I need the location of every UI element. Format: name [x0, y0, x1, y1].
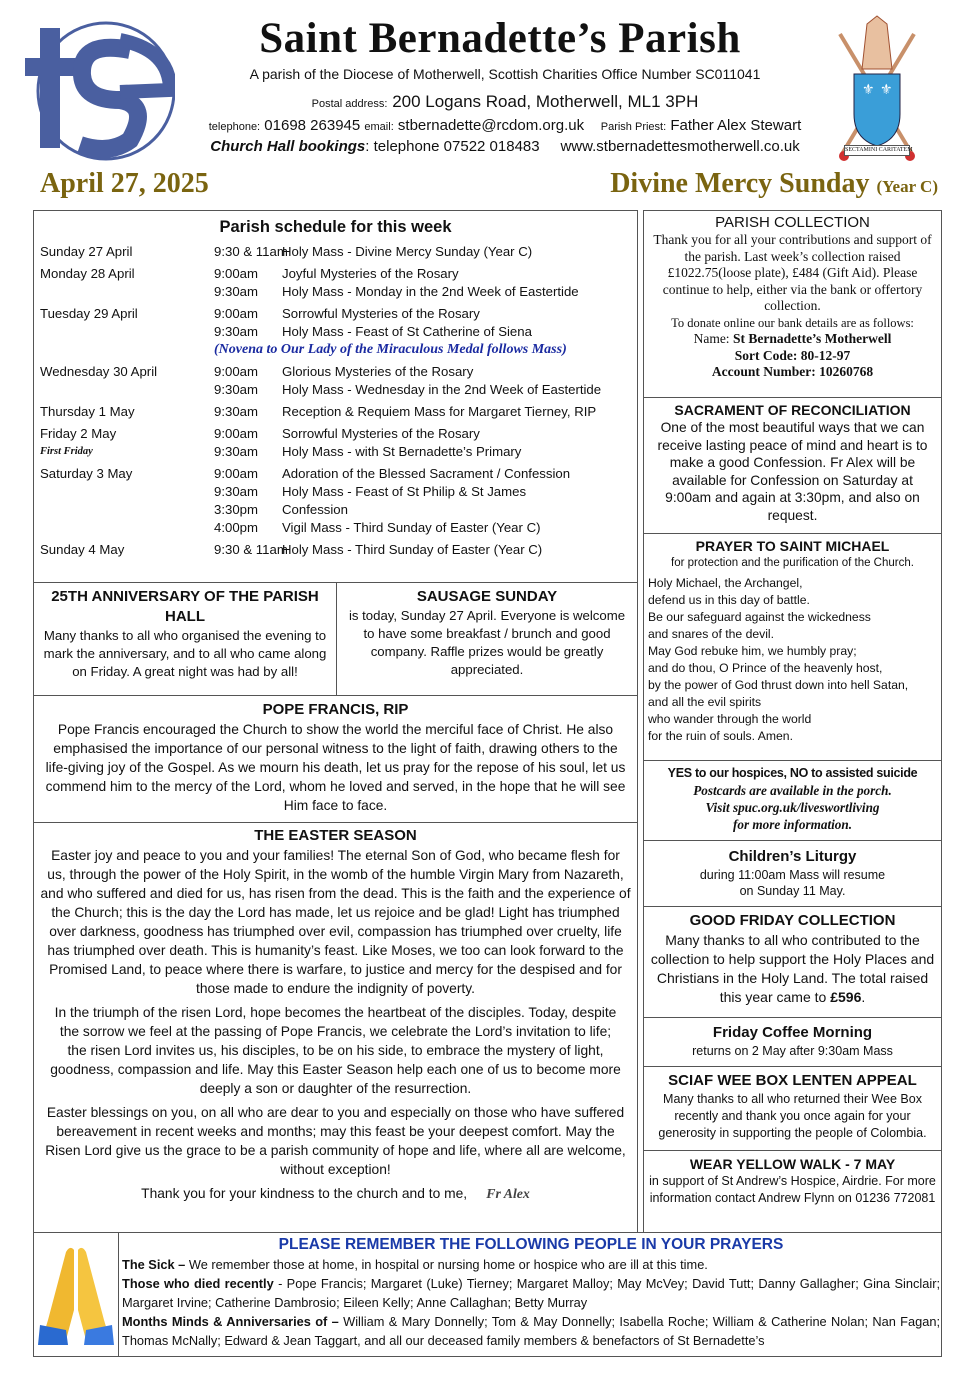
goodfriday-end: .	[861, 989, 866, 1005]
day-label: Sunday 27 April	[40, 244, 133, 259]
entry-time: 3:30pm	[214, 502, 258, 517]
anniversary-box	[33, 582, 337, 696]
entry-text: Holy Mass - Wednesday in the 2nd Week of Eastertide	[282, 382, 602, 397]
sort-code: Sort Code: 80-12-97	[734, 347, 851, 363]
sausage-title: SAUSAGE SUNDAY	[416, 588, 558, 605]
reconciliation-box	[643, 397, 942, 534]
day-name	[40, 265, 214, 301]
goodfriday-body	[648, 931, 937, 1007]
anniversary-title: 25TH ANNIVERSARY OF THE PARISH HALL	[51, 588, 319, 625]
svg-text:⚜: ⚜	[862, 81, 875, 97]
parish-schedule	[33, 210, 638, 583]
entry-text: Holy Mass - Divine Mercy Sunday (Year C)	[282, 244, 533, 259]
day-label: Sunday 4 May	[40, 542, 125, 557]
website-link[interactable]: www.stbernadettesmotherwell.co.uk	[560, 138, 800, 155]
months-label: Months Minds & Anniversaries of –	[122, 1314, 339, 1329]
easter-title: THE EASTER SEASON	[254, 827, 417, 844]
easter-thanks	[40, 1184, 631, 1203]
sick-label: The Sick –	[122, 1257, 186, 1272]
childrens-liturgy-box	[643, 840, 942, 907]
schedule-entry	[214, 443, 521, 461]
entry-text: Reception & Requiem Mass for Margaret Tierney, RIP	[282, 404, 597, 419]
entry-time: 9:30 & 11am	[214, 542, 288, 557]
entry-time: 9:00am	[214, 426, 258, 441]
day-entries	[214, 305, 567, 359]
entry-time: 9:00am	[214, 266, 258, 281]
page-title: Saint Bernadette’s Parish	[259, 15, 741, 62]
entry-time: 9:30am	[214, 484, 258, 499]
bank-name-value: St Bernadette’s Motherwell	[732, 331, 892, 346]
parish-collection-box	[643, 210, 942, 398]
entry-text: Vigil Mass - Third Sunday of Easter (Year C)	[282, 520, 541, 535]
priest-name: Father Alex Stewart	[670, 117, 802, 134]
schedule-entry	[214, 283, 579, 301]
months-text: William & Mary Donnelly; Tom & May Donnelly; Isabella Roche; William & Catherine Nolan; Nan Fagan; Thomas McNally; Edward & Jean Taggart, and all our deceased family members & benefactors of St Bernadette’s	[122, 1314, 941, 1348]
prayer-line: by the power of God thrust down into hell Satan,	[648, 678, 909, 692]
entry-time: 9:30 & 11am	[214, 244, 288, 259]
children-title: Children’s Liturgy	[728, 848, 857, 865]
prayer-line: Be our safeguard against the wickedness	[648, 610, 871, 624]
entry-text: Adoration of the Blessed Sacrament / Confession	[282, 466, 571, 481]
goodfriday-amount: £596	[830, 989, 862, 1005]
schedule-note: (Novena to Our Lady of the Miraculous Medal follows Mass)	[214, 342, 567, 357]
died-label: Those who died recently	[122, 1276, 274, 1291]
day-label: Tuesday 29 April	[40, 306, 138, 321]
hall-line	[170, 137, 840, 156]
entry-time: 9:30am	[214, 382, 258, 397]
email-link[interactable]: stbernadette@rcdom.org.uk	[397, 117, 585, 134]
prayers-box	[33, 1232, 942, 1357]
day-subtitle: First Friday	[40, 446, 93, 457]
entry-text: Holy Mass - Third Sunday of Easter (Year C)	[282, 542, 543, 557]
prayers-title: PLEASE REMEMBER THE FOLLOWING PEOPLE IN YOUR PRAYERS	[278, 1236, 784, 1253]
day-entries	[214, 465, 570, 537]
prayer-line: and all the evil spirits	[648, 695, 762, 709]
schedule-day	[40, 243, 631, 261]
sciaf-box	[643, 1066, 942, 1151]
schedule-entry	[214, 403, 596, 421]
tel-label: telephone:	[208, 121, 261, 133]
sick-text: We remember those at home, in hospital or nursing home or hospice who are ill at this time.	[185, 1257, 708, 1272]
prayers-died	[122, 1274, 940, 1312]
day-label: Wednesday 30 April	[40, 364, 158, 379]
day-name	[40, 425, 214, 461]
entry-time: 9:30am	[214, 404, 258, 419]
goodfriday-text: Many thanks to all who contributed to the collection to help support the Holy Places and Christians in the Holy Land. The total raised this year came to	[650, 932, 935, 1005]
easter-paragraph: Easter joy and peace to you and your families! The eternal Son of God, who became flesh for us, through the power of the Holy Spirit, in the womb of the humble Virgin Mary from Nazareth, and who suffered and died for us, has risen from the dead. This is the faith and the experience of the Church; this is the day the Lord has made, let us rejoice and be glad! Light has triumphed over darkness, goodness has triumphed over evil, compassion has triumphed over cruelty, life has triumphed over death. This is humanity’s feast. Like Moses, we too can look forward to the Promised Land, to peace where there is warfare, to justice and mercy for the despised and for those made to endure the indignity of poverty.	[40, 848, 631, 996]
entry-text: Joyful Mysteries of the Rosary	[282, 266, 459, 281]
sausage-body: is today, Sunday 27 April. Everyone is welcome to have some breakfast / brunch and good company. Raffle prizes would be greatly appreciated.	[348, 608, 626, 677]
schedule-entry	[214, 265, 579, 283]
coffee-morning-box	[643, 1017, 942, 1067]
coffee-title: Friday Coffee Morning	[712, 1024, 873, 1041]
day-label: Monday 28 April	[40, 266, 135, 281]
collection-title: PARISH COLLECTION	[715, 214, 870, 231]
entry-time: 4:00pm	[214, 520, 258, 535]
day-name	[40, 243, 214, 261]
died-text: - Pope Francis; Margaret (Luke) Tierney; Margaret Malloy; May McVey; David Tutt; Danny Gallagher; Gina Sinclair; Margaret Irvine; Catherine Dambrosio; Eileen Kelly; Anne Callaghan; Betty Murray	[122, 1276, 941, 1310]
day-name	[40, 541, 214, 559]
hospices-line: Postcards are available in the porch.	[693, 783, 892, 798]
walk-body: in support of St Andrew’s Hospice, Airdrie. For more information contact Andrew Flynn on 01236 772081	[649, 1174, 936, 1205]
prayer-line: and snares of the devil.	[648, 627, 775, 641]
entry-text: Confession	[282, 502, 348, 517]
schedule-entry	[214, 501, 570, 519]
hospices-line: for more information.	[732, 817, 853, 832]
reconciliation-title: SACRAMENT OF RECONCILIATION	[674, 402, 911, 418]
schedule-day	[40, 425, 631, 461]
easter-paragraph: In the triumph of the risen Lord, hope becomes the heartbeat of the disciples. Today, despite the sorrow we feel at the passing of Pope Francis, we celebrate the Lord’s invitation to life; the risen Lord invites us, his disciples, to be on his side, to embrace the mystery of light, goodness, compassion and life. May this Easter Season help each one of us to become more deeply a son or daughter of the resurrection.	[50, 1005, 621, 1096]
sausage-sunday-box	[336, 582, 638, 696]
prayers-anniversaries	[122, 1312, 940, 1350]
prayers-sick	[122, 1255, 940, 1274]
day-entries	[214, 403, 596, 421]
schedule-day	[40, 465, 631, 537]
feast-name: Divine Mercy Sunday	[610, 168, 870, 199]
anniversary-body: Many thanks to all who organised the evening to mark the anniversary, and to all who came along on Friday. A great night was had by all!	[43, 628, 327, 679]
day-label: Saturday 3 May	[40, 466, 133, 481]
prayer-line: Holy Michael, the Archangel,	[648, 576, 803, 590]
schedule-entry	[214, 519, 570, 537]
collection-online: To donate online our bank details are as follows:	[671, 315, 914, 330]
schedule-entry	[214, 425, 521, 443]
day-entries	[214, 243, 532, 261]
tel-value: 01698 263945	[264, 117, 361, 134]
hospices-link[interactable]: Visit spuc.org.uk/liveswortliving	[705, 800, 880, 815]
prayer-line: for the ruin of souls. Amen.	[648, 729, 793, 743]
bulletin-date: April 27, 2025	[40, 168, 209, 199]
entry-text: Holy Mass - with St Bernadette’s Primary	[282, 444, 522, 459]
st-michael-prayer-box	[643, 533, 942, 761]
contact-line	[170, 116, 840, 137]
day-entries	[214, 265, 579, 301]
entry-time: 9:00am	[214, 306, 258, 321]
prayer-line: and do thou, O Prince of the heavenly host,	[648, 661, 883, 675]
schedule-entry	[214, 323, 567, 341]
good-friday-box	[643, 906, 942, 1018]
postal-value: 200 Logans Road, Motherwell, ML1 3PH	[392, 92, 699, 111]
goodfriday-title: GOOD FRIDAY COLLECTION	[689, 912, 896, 929]
schedule-day	[40, 541, 631, 559]
day-name	[40, 403, 214, 421]
day-entries	[214, 425, 521, 461]
entry-text: Glorious Mysteries of the Rosary	[282, 364, 474, 379]
hospices-box	[643, 760, 942, 841]
schedule-entry	[214, 305, 567, 323]
hall-label: Church Hall bookings	[210, 138, 366, 155]
reconciliation-body: One of the most beautiful ways that we can receive lasting peace of mind and heart is to make a good Confession. Fr Alex will be available for Confession on Saturday at 9:00am and again at 3:30pm, and also on request.	[657, 420, 928, 523]
day-entries	[214, 363, 601, 399]
entry-time: 9:00am	[214, 466, 258, 481]
schedule-entry	[214, 483, 570, 501]
entry-time: 9:30am	[214, 284, 258, 299]
day-name	[40, 363, 214, 399]
entry-text: Sorrowful Mysteries of the Rosary	[282, 426, 480, 441]
schedule-entry	[214, 541, 542, 559]
hall-phone: : telephone 07522 018483	[365, 138, 540, 155]
day-name	[40, 305, 214, 359]
entry-text: Holy Mass - Monday in the 2nd Week of Eastertide	[282, 284, 579, 299]
schedule-day	[40, 403, 631, 421]
svg-text:⚜: ⚜	[880, 81, 893, 97]
easter-season-box	[33, 822, 638, 1233]
bank-name-label: Name:	[693, 331, 730, 346]
coffee-body: returns on 2 May after 9:30am Mass	[692, 1044, 893, 1058]
sciaf-body: Many thanks to all who returned their Wee Box recently and thank you once again for your generosity in supporting the people of Colombia.	[658, 1092, 927, 1140]
entry-text: Holy Mass - Feast of St Philip & St James	[282, 484, 527, 499]
entry-text: Holy Mass - Feast of St Catherine of Siena	[282, 324, 532, 339]
postal-address	[170, 91, 840, 115]
yellow-walk-box	[643, 1150, 942, 1233]
day-label: Friday 2 May	[40, 426, 117, 441]
day-entries	[214, 541, 542, 559]
account-number: Account Number: 10260768	[711, 364, 874, 379]
signature: Fr Alex	[486, 1186, 530, 1201]
schedule-title: Parish schedule for this week	[219, 218, 452, 236]
entry-text: Sorrowful Mysteries of the Rosary	[282, 306, 480, 321]
pope-title: POPE FRANCIS, RIP	[262, 701, 409, 718]
schedule-entry	[214, 465, 570, 483]
michael-subtitle: for protection and the purification of the Church.	[671, 557, 914, 569]
schedule-day	[40, 363, 631, 399]
entry-time: 9:30am	[214, 324, 258, 339]
prayer-line: May God rebuke him, we humbly pray;	[648, 644, 857, 658]
entry-time: 9:30am	[214, 444, 258, 459]
praying-hands-icon	[34, 1233, 119, 1357]
entry-time: 9:00am	[214, 364, 258, 379]
prayer-line: defend us in this day of battle.	[648, 593, 810, 607]
day-name	[40, 465, 214, 537]
schedule-entry	[214, 381, 601, 399]
priest-label: Parish Priest:	[600, 121, 667, 133]
children-body: during 11:00am Mass will resume on Sunday 11 May.	[699, 868, 886, 898]
sciaf-title: SCIAF WEE BOX LENTEN APPEAL	[668, 1072, 917, 1089]
michael-title: PRAYER TO SAINT MICHAEL	[695, 538, 890, 554]
collection-body: Thank you for all your contributions and support of the parish. Last week’s collection raised £1022.75(loose plate), £484 (Gift Aid). Please continue to help, either via the bank or offertory collection.	[653, 232, 932, 313]
schedule-day	[40, 305, 631, 359]
thanks-text: Thank you for your kindness to the church and to me,	[141, 1186, 468, 1201]
feast-title	[610, 168, 938, 200]
schedule-day	[40, 265, 631, 301]
subtitle: A parish of the Diocese of Motherwell, Scottish Charities Office Number SC011041	[249, 66, 761, 82]
postal-label: Postal address:	[311, 98, 388, 110]
walk-title: WEAR YELLOW WALK - 7 MAY	[689, 1156, 896, 1172]
easter-paragraph: Easter blessings on you, on all who are dear to you and especially on those who have suffered bereavement in recent weeks and months; may this feast be your deepest comfort. May the Risen Lord give us the grace to be a parish community of hope and life, where all are welcome, without exception!	[45, 1105, 626, 1177]
day-label: Thursday 1 May	[40, 404, 135, 419]
hospices-title: YES to our hospices, NO to assisted suicide	[667, 766, 918, 780]
crest-motto: SECTAMINI CARITATEM	[844, 145, 910, 156]
bank-name	[648, 331, 937, 348]
pope-body: Pope Francis encouraged the Church to show the world the merciful face of Christ. He also emphasised the importance of our personal witness to the light of faith, drawing others to the life-giving joy of the Gospel. As we mourn his death, let us pray for the repose of his soul, let us commend him to the mercy of the Lord, whom he loved and served, in the hope that he will see Him face to face.	[45, 722, 626, 813]
prayer-line: who wander through the world	[648, 712, 812, 726]
feast-year: (Year C)	[876, 177, 938, 196]
email-label: email:	[364, 121, 394, 133]
schedule-entry	[214, 243, 532, 261]
schedule-entry	[214, 363, 601, 381]
pope-francis-box	[33, 695, 638, 823]
